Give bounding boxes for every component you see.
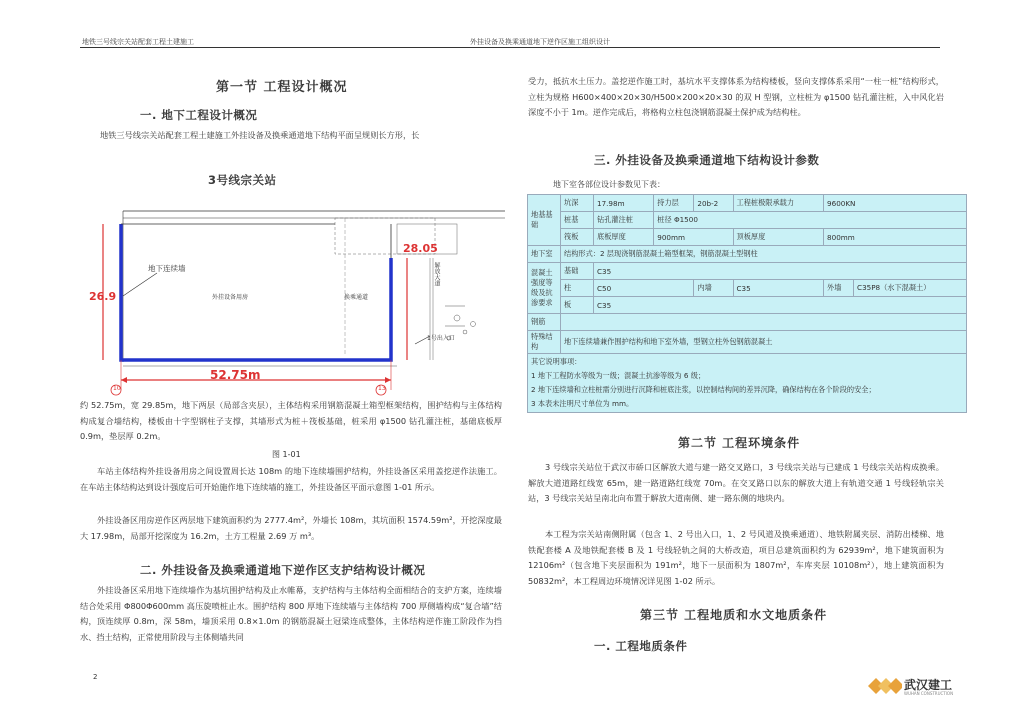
cell-pit-depth-val: 17.98m xyxy=(594,195,654,212)
cell-basement: 地下室 xyxy=(528,246,561,263)
cell-c-col-val: C50 xyxy=(594,280,694,297)
cell-top-val: 800mm xyxy=(824,229,967,246)
company-logo-mark xyxy=(868,676,902,694)
cell-c-inner-val: C35 xyxy=(733,280,824,297)
cell-c-slab-val: C35 xyxy=(594,297,967,314)
label-diaphragm-wall: 地下连续墙 xyxy=(148,264,186,273)
intro-paragraph: 地铁三号线宗关站配套工程土建施工外挂设备及换乘通道地下结构平面呈规则长方形，长 xyxy=(100,130,420,140)
label-equipment-room: 外挂设备用房 xyxy=(212,294,249,301)
cell-pile: 桩基 xyxy=(561,212,594,229)
axis-label-right: 13 xyxy=(378,385,386,392)
cell-pile-type: 钻孔灌注桩 xyxy=(594,212,654,229)
label-road: 解放大道 xyxy=(433,262,440,286)
paragraph-6: 本工程为宗关站南侧附属（包含 1、2 号出入口，1、2 号风道及换乘通道）、地铁附属夹层、消防出楼梯、地铁配套楼 A 及地铁配套楼 B 及 1 号线轻轨之间的大桥改造，项目总建筑面积约为 62939m²，地下建筑面积为 12106m²（包含地下夹层面积为 191m²，地下一层面积为 1807m²，车库夹层 10108m²），地上建筑面积为 50832m²，本工程周边环境情况详见图 1-02 所示。 xyxy=(528,529,944,586)
cell-raft-val: 900mm xyxy=(654,229,733,246)
cell-bearing-val: 20b-2 xyxy=(694,195,733,212)
note-1: 1 地下工程防水等级为一级；混凝土抗渗等级为 6 级； xyxy=(531,371,706,380)
axis-label-left: 10 xyxy=(113,385,121,392)
paragraph-4: 外挂设备区采用地下连续墙作为基坑围护结构及止水帷幕，支护结构与主体结构全面相结合的支护方案，连续墙结合处采用 Φ800Φ600mm 高压旋喷桩止水。围护结构 800 厚地下连续墙与主体结构 700 厚侧墙构成“复合墙”结构，顶连续厚 0.8m，深 58m，墙顶采用 0.8×1.0m 的钢筋混凝土冠梁连成整体，主体结构逆作施工阶段作为挡水、挡土结构，正常使用阶段与主体侧墙共同 xyxy=(80,585,502,642)
cell-raft-thick: 底板厚度 xyxy=(594,229,654,246)
cell-c-base-val: C35 xyxy=(594,263,967,280)
design-parameter-table xyxy=(527,194,967,413)
cell-notes xyxy=(528,354,967,413)
note-2: 2 地下连续墙和立柱桩需分别进行沉降和桩底注浆，以控制结构间的差异沉降，确保结构在各个阶段的安全； xyxy=(531,385,876,394)
cell-c-base: 基础 xyxy=(561,263,594,280)
company-logo-en: WUHAN CONSTRUCTION xyxy=(904,691,954,696)
cell-top-thick: 顶板厚度 xyxy=(733,229,824,246)
table-intro: 地下室各部位设计参数见下表： xyxy=(553,180,665,189)
label-transfer-passage: 换乘通道 xyxy=(344,294,369,301)
figure-title: 3号线宗关站 xyxy=(208,173,277,187)
cell-pile-cap-val: 9600KN xyxy=(824,195,967,212)
cell-concrete: 混凝土强度等级及抗渗要求 xyxy=(528,263,561,314)
label-entrance: 1号出入口 xyxy=(427,335,455,342)
cell-bearing: 持力层 xyxy=(654,195,694,212)
company-logo-text: 武汉建工 xyxy=(904,678,953,692)
subsection-title-4: 一. 工程地质条件 xyxy=(594,639,688,653)
site-plan-figure xyxy=(85,196,505,396)
notes-title: 其它说明事项： xyxy=(531,357,582,366)
dim-text-bottom: 52.75m xyxy=(210,368,261,382)
cell-pile-cap: 工程桩极限承载力 xyxy=(733,195,824,212)
header-left: 地铁三号线宗关站配套工程土建施工 xyxy=(82,38,194,46)
section2-title: 第二节 工程环境条件 xyxy=(678,436,801,450)
figure-caption: 图 1-01 xyxy=(272,450,301,459)
paragraph-2: 车站主体结构外挂设备用房之间设置周长达 108m 的地下连续墙围护结构，外挂设备区采用盖挖逆作法施工。在车站主体结构达到设计强度后可开始施作地下连续墙的施工，外挂设备区平面示意图 1-01 所示。 xyxy=(80,466,502,492)
page-number: 2 xyxy=(93,673,98,681)
cell-special: 特殊结构 xyxy=(528,331,561,354)
cell-foundation: 地基基础 xyxy=(528,195,561,246)
cell-c-outer-val: C35P8（水下混凝土） xyxy=(854,280,967,297)
note-3: 3 本表未注明尺寸单位为 mm。 xyxy=(531,399,634,408)
paragraph-3: 外挂设备区用房逆作区两层地下建筑面积约为 2777.4m²，外墙长 108m，其坑面积 1574.59m²，开挖深度最大 17.98m，局部开挖深度为 16.2m，土方工程量 2.69 万 m³。 xyxy=(80,515,502,541)
cell-steel-val xyxy=(561,314,967,331)
paragraph-5: 3 号线宗关站位于武汉市硚口区解放大道与建一路交叉路口，3 号线宗关站与已建成 1 号线宗关站构成换乘。解放大道道路红线宽 65m，建一路道路红线宽 70m。在交叉路口以东的解放大道上有轨道交通 1 号线轻轨宗关站，3 号线宗关站呈南北向布置于解放大道南侧、建一路东侧的地块内。 xyxy=(528,462,944,503)
subsection-title-1: 一. 地下工程设计概况 xyxy=(140,108,258,122)
cell-pit-depth: 坑深 xyxy=(561,195,594,212)
header-right: 外挂设备及换乘通道地下逆作区施工组织设计 xyxy=(470,38,610,46)
header-rule xyxy=(80,47,940,48)
section3-title: 第三节 工程地质和水文地质条件 xyxy=(640,608,828,622)
dim-text-left: 26.9 xyxy=(89,290,117,303)
section-title: 第一节 工程设计概况 xyxy=(216,80,348,95)
subsection-title-2: 二. 外挂设备及换乘通道地下逆作区支护结构设计概况 xyxy=(140,563,426,577)
cell-raft: 筏板 xyxy=(561,229,594,246)
cell-c-col: 柱 xyxy=(561,280,594,297)
cell-c-slab: 板 xyxy=(561,297,594,314)
cell-steel: 钢筋 xyxy=(528,314,561,331)
dim-text-right: 28.05 xyxy=(403,242,438,255)
cell-pile-dia: 桩径 Φ1500 xyxy=(654,212,967,229)
cell-basement-desc: 结构形式：2 层现浇钢筋混凝土箱型框架，钢筋混凝土型钢柱 xyxy=(561,246,967,263)
paragraph-0: 受力，抵抗水土压力。盖挖逆作施工时，基坑水平支撑体系为结构楼板，竖向支撑体系采用“一柱一桩”结构形式，立柱为规格 H600×400×20×30/H500×200×20×30 的双 H 型钢，立柱桩为 φ1500 钻孔灌注桩，入中风化岩深度不小于 1m。逆作完成后，将格构立柱包浇钢筋混凝土保护成为结构柱。 xyxy=(528,76,944,117)
paragraph-1: 约 52.75m，宽 29.85m，地下两层（局部含夹层），主体结构采用钢筋混凝土箱型框架结构，围护结构与主体结构构成复合墙结构，楼板由十字型钢柱子支撑，其墙形式为桩＋筏板基础，桩采用 φ1500 钻孔灌注桩，基础底板厚 0.9m，垫层厚 0.2m。 xyxy=(80,400,502,441)
cell-c-outer: 外墙 xyxy=(824,280,854,297)
cell-special-desc: 地下连续墙兼作围护结构和地下室外墙，型钢立柱外包钢筋混凝土 xyxy=(561,331,967,354)
subsection-title-3: 三. 外挂设备及换乘通道地下结构设计参数 xyxy=(594,153,820,167)
cell-c-inner: 内墙 xyxy=(694,280,733,297)
